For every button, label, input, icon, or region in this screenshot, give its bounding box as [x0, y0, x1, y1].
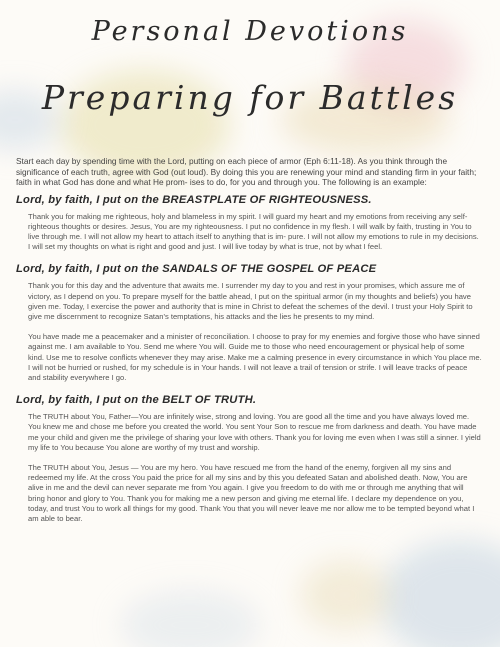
- section-breastplate: [16, 193, 482, 253]
- section-heading: [16, 193, 482, 207]
- section-belt: [16, 393, 482, 524]
- watercolor-wash-grey: [120, 590, 260, 647]
- section-heading: [16, 262, 482, 276]
- section-paragraph: The TRUTH about You, Father—You are infinitely wise, strong and loving. You are good all the time and you have always loved me. You knew me and chose me before you created the world. You sent Your Son to rescue me from darkness and death. You have made me your child and given me the privilege of sharing your love with others. Thank you for loving me even when I was still a sinner. I yield my life to You because You alone are worthy of my trust and worship.: [28, 412, 481, 452]
- watercolor-wash-gold: [300, 560, 390, 630]
- content: [16, 156, 482, 534]
- heading-armor: BREASTPLATE OF RIGHTEOUSNESS.: [162, 193, 372, 206]
- heading-armor: BELT OF TRUTH.: [162, 394, 257, 407]
- intro-paragraph: Start each day by spending time with the Lord, putting on each piece of armor (Eph 6:11-18). As you think through the significance of each truth, agree with God (out loud). By doing this you are renewing your mind and standing firm in your faith; faith in what God has done and what He prom- ises to do, for you and through you. The following is an example:: [16, 156, 477, 187]
- section-heading: [16, 393, 482, 407]
- heading-prefix: Lord, by faith, I put on the: [16, 193, 163, 206]
- section-paragraph: Thank you for making me righteous, holy and blameless in my spirit. I will guard my heart and my emotions from receiving any self-righteous thoughts or desires. Jesus, You are my righteousness. I put no confidence in my flesh. I will walk by faith, trusting in You to live through me. I will not allow my heart to attach itself to anything that is im- pure. I will not allow my emotions to rule in my decisions. I will set my thoughts on what is right and good and just. I will live today by what is true, not by what I feel.: [28, 211, 479, 252]
- heading-armor: SANDALS OF THE GOSPEL OF PEACE: [162, 263, 377, 276]
- heading-prefix: Lord, by faith, I put on the: [16, 263, 163, 276]
- section-sandals: [16, 262, 482, 383]
- section-paragraph: The TRUTH about You, Jesus — You are my hero. You have rescued me from the hand of the enemy, forgiven all my sins and redeemed my life. At the cross You paid the price for all my sins and by this you defeated Satan and abolished death. Now, You are alive in me and the devil can never separate me from You again. I give you freedom to do with me or through me anything that will bring honor and glory to You. Thank you for making me a new person and giving me eternal life. I declare my dependence on you, today, and trust You to work all things for my good. Thank You that you will never leave me nor allow me to be tempted beyond what I am able to bear.: [28, 462, 475, 523]
- watercolor-wash-blue: [380, 540, 500, 647]
- section-paragraph: You have made me a peacemaker and a minister of reconciliation. I choose to pray for my enemies and forgive those who have sinned against me. I am available to You. Send me where You will. Guide me to those who need encouragement or physical help of some kind. Use me to resolve conflicts whenever they may arise. Make me a calming presence in every circumstance in which You place me. I will not be hurried or rushed, for my schedule is in Your hands. I will not leave a trail of tension or strife. I will leave tracks of peace and stability everywhere I go.: [28, 332, 482, 382]
- section-paragraph: Thank you for this day and the adventure that awaits me. I surrender my day to you and rest in your promises, which assure me of victory, as I depend on you. To prepare myself for the battle ahead, I put on the spiritual armor (in my thoughts and beliefs) you have given me. Today, I exercise the power and authority that is mine in Christ to defeat the schemes of the devil. I trust your Holy Spirit to give me discernment to recognize Satan's temptations, his attacks and the lies he presents to my mind.: [28, 281, 473, 321]
- page-title: Personal Devotions: [91, 16, 409, 47]
- page-subtitle: Preparing for Battles: [41, 78, 459, 117]
- heading-prefix: Lord, by faith, I put on the: [16, 394, 163, 407]
